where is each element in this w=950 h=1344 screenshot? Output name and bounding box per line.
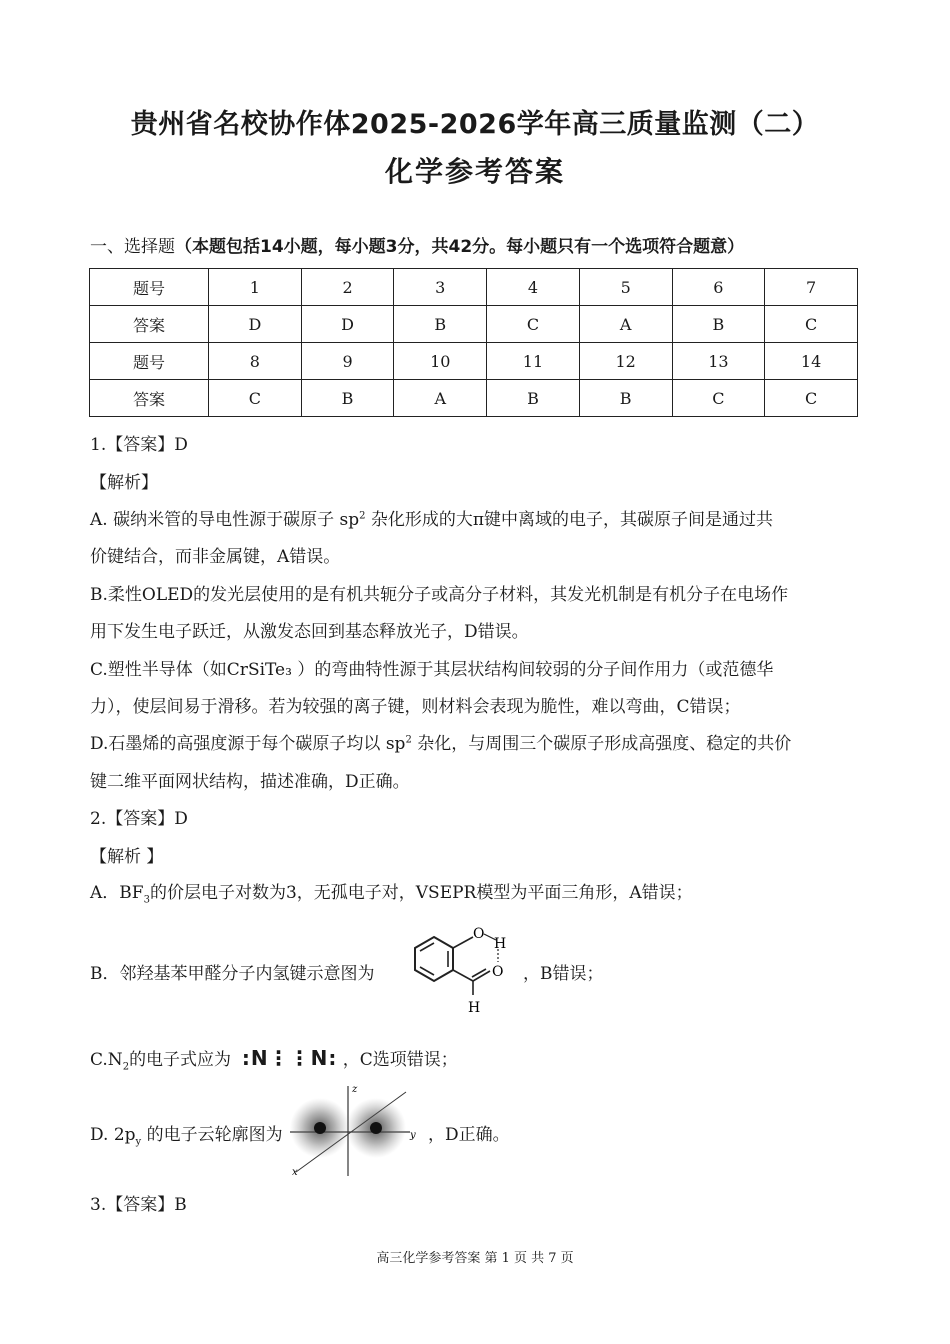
q1-option-b-line1: B.柔性OLED的发光层使用的是有机共轭分子或高分子材料，其发光机制是有机分子在电场作 (90, 585, 789, 605)
table-cell: 答案 (90, 380, 209, 417)
table-cell: B (394, 306, 487, 343)
table-cell: D (209, 306, 302, 343)
molecule-atom-label: H (468, 1000, 481, 1016)
table-cell: C (765, 380, 858, 417)
table-cell: 6 (672, 269, 765, 306)
axis-label: y (410, 1130, 416, 1141)
answer-table (89, 268, 858, 417)
table-cell: 9 (301, 343, 394, 380)
table-cell: 11 (487, 343, 580, 380)
section-heading (90, 232, 744, 257)
q2-option-b-result: ，B错误； (523, 964, 604, 984)
table-cell: 题号 (90, 269, 209, 306)
table-cell: 10 (394, 343, 487, 380)
q1-option-b-line2: 用下发生电子跃迁，从激发态回到基态释放光子，D错误。 (90, 622, 529, 642)
page-subtitle: 化学参考答案 (384, 155, 565, 188)
molecule-atom-label: H (494, 936, 507, 952)
q2-option-a: A．$BF_3$的价层电子对数为3，无孤电子对，VSEPR模型为平面三角形，A错误； (90, 883, 693, 906)
table-cell: C (765, 306, 858, 343)
q2-analysis-label: 【解析 】 (90, 847, 164, 867)
q2-option-d-text: D. $2p_y$ 的电子云轮廓图为 (90, 1125, 283, 1148)
q1-option-d-line1: D.石墨烯的高强度源于每个碳原子均以 $sp^2$ 杂化，与周围三个碳原子形成高强度、稳定的共价 (90, 734, 792, 754)
table-cell: B (579, 380, 672, 417)
section-label: 一、选择题 (90, 237, 175, 257)
table-cell: 5 (579, 269, 672, 306)
hydrogen-bond-structure (406, 920, 521, 1018)
q3-answer: 3.【答案】B (90, 1195, 187, 1215)
q2-answer: 2.【答案】D (90, 809, 188, 829)
axis-label: z (352, 1084, 358, 1095)
table-row (90, 343, 858, 380)
table-cell: 8 (209, 343, 302, 380)
table-row (90, 269, 858, 306)
table-cell: C (487, 306, 580, 343)
table-row (90, 306, 858, 343)
q2-option-c: $C.N_2$的电子式应为 :N⋮⋮N: ，C选项错误； (90, 1046, 458, 1073)
table-cell: 2 (301, 269, 394, 306)
table-cell: B (672, 306, 765, 343)
q1-option-a-line1: A. 碳纳米管的导电性源于碳原子 $sp^2$ 杂化形成的大π键中离域的电子，其碳原子间是通过共 (90, 510, 774, 530)
table-cell: 答案 (90, 306, 209, 343)
q1-option-d-line2: 键二维平面网状结构，描述准确，D正确。 (90, 772, 410, 792)
table-cell: A (394, 380, 487, 417)
n2-electron-formula: :N⋮⋮N: (241, 1046, 338, 1070)
axis-label: x (292, 1167, 298, 1178)
molecule-atom-label: O (492, 964, 504, 980)
table-cell: 4 (487, 269, 580, 306)
table-cell: C (672, 380, 765, 417)
q2-option-b-text: B．邻羟基苯甲醛分子内氢键示意图为 (90, 964, 375, 984)
table-row (90, 380, 858, 417)
section-note: （本题包括14小题，每小题3分，共42分。每小题只有一个选项符合题意） (175, 237, 745, 257)
table-cell: B (301, 380, 394, 417)
table-cell: 13 (672, 343, 765, 380)
page-title: 贵州省名校协作体2025-2026学年高三质量监测（二） (130, 109, 820, 140)
q2-option-d-result: ，D正确。 (428, 1125, 510, 1145)
table-cell: A (579, 306, 672, 343)
q1-analysis-label: 【解析】 (90, 473, 158, 493)
electron-cloud-diagram (286, 1080, 426, 1178)
table-cell: B (487, 380, 580, 417)
page-footer: 高三化学参考答案 第 1 页 共 7 页 (376, 1251, 574, 1266)
molecule-atom-label: O (473, 926, 485, 942)
q1-answer: 1.【答案】D (90, 435, 188, 455)
table-cell: 题号 (90, 343, 209, 380)
table-cell: 7 (765, 269, 858, 306)
table-cell: C (209, 380, 302, 417)
q1-option-c-line2: 力），使层间易于滑移。若为较强的离子键，则材料会表现为脆性，难以弯曲，C错误； (90, 697, 741, 717)
table-cell: 3 (394, 269, 487, 306)
table-cell: D (301, 306, 394, 343)
table-cell: 12 (579, 343, 672, 380)
table-cell: 1 (209, 269, 302, 306)
table-cell: 14 (765, 343, 858, 380)
q1-option-a-line2: 价键结合，而非金属键，A错误。 (90, 547, 341, 567)
q1-option-c-line1: C.塑性半导体（如CrSiTe₃ ）的弯曲特性源于其层状结构间较弱的分子间作用力（或范德华 (90, 660, 774, 680)
